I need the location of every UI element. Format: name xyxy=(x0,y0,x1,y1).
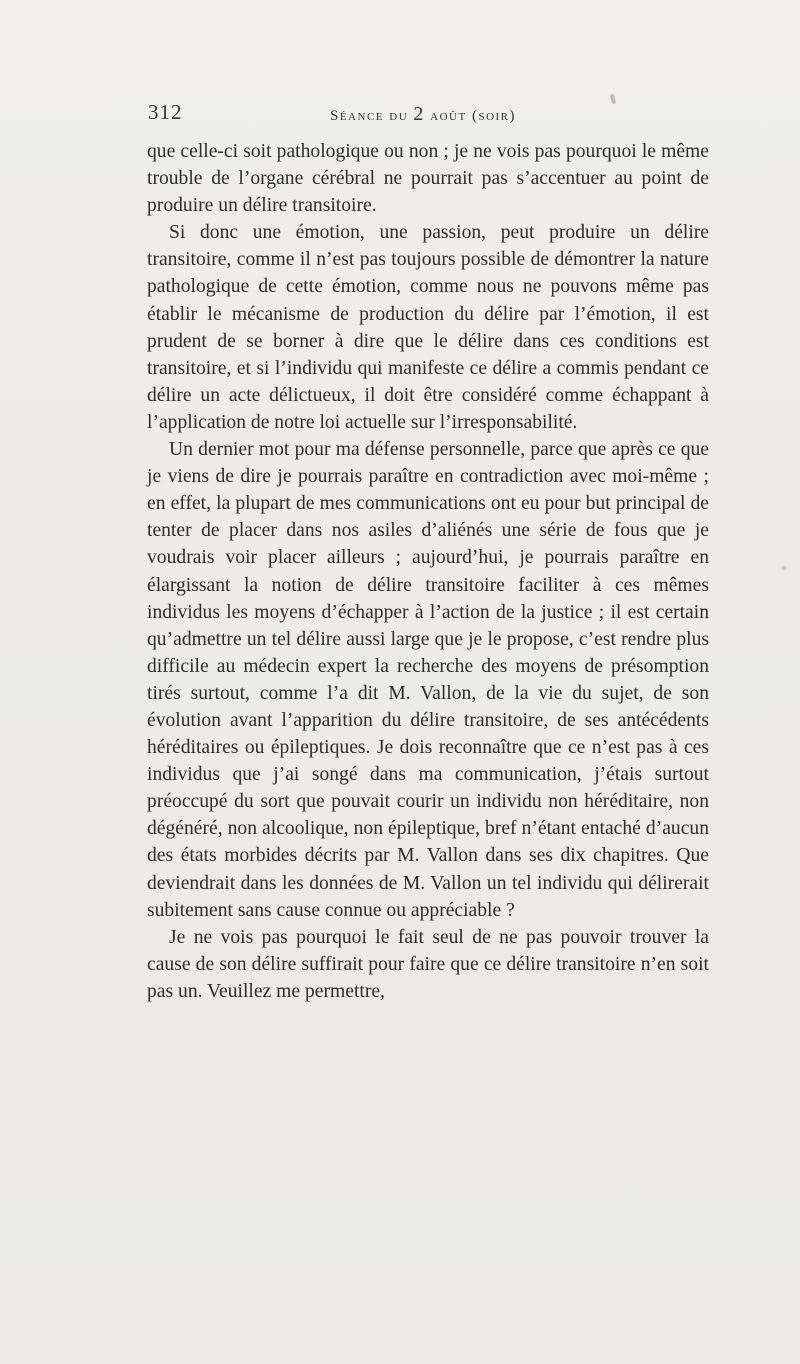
paragraph-3: Un dernier mot pour ma défense personnelle, parce que après ce que je viens de dire je pourrais paraître en contradiction avec moi-même ; en effet, la plupart de mes communications ont eu pour but principal de tenter de placer dans nos asiles d’aliénés une série de fous que je voudrais voir placer ailleurs ; aujourd’hui, je pourrais paraître en élargissant la notion de délire transitoire faciliter à ces mêmes individus les moyens d’échapper à l’action de la justice ; il est certain qu’admettre un tel délire aussi large que je le propose, c’est rendre plus difficile au médecin expert la recherche des moyens de présomption tirés surtout, comme l’a dit M. Vallon, de la vie du sujet, de son évolution avant l’apparition du délire transitoire, de ses antécédents héréditaires ou épileptiques. Je dois reconnaître que ce n’est pas à ces individus que j’ai songé dans ma communication, j’étais surtout préoccupé du sort que pouvait courir un individu non héréditaire, non dégénéré, non alcoolique, non épileptique, bref n’étant entaché d’aucun des états morbides décrits par M. Vallon dans ses dix chapitres. Que deviendrait dans les données de M. Vallon un tel individu qui délirerait subitement sans cause connue ou appréciable ? xyxy=(147,439,709,921)
paragraph-4: Je ne vois pas pourquoi le fait seul de ne pas pouvoir trouver la cause de son délire suffirait pour faire que ce délire transitoire n’en soit pas un. Veuillez me permettre, xyxy=(147,926,709,1002)
paragraph-2: Si donc une émotion, une passion, peut produire un délire transitoire, comme il n’est pas toujours possible de démontrer la nature pathologique de cette émotion, comme nous ne pouvons même pas établir le mécanisme de production du délire par l’émotion, il est prudent de se borner à dire que le délire dans ces conditions est transitoire, et si l’individu qui manifeste ce délire a commis pendant ce délire un acte délictueux, il doit être considéré comme échappant à l’application de notre loi actuelle sur l’irresponsabilité. xyxy=(147,222,709,433)
running-head-suffix: août (soir) xyxy=(430,108,517,124)
running-head-number: 2 xyxy=(413,103,425,125)
running-head-prefix: Séance du xyxy=(330,108,409,124)
page-number: 312 xyxy=(148,100,183,124)
page-header xyxy=(148,100,708,125)
paragraph-1: que celle-ci soit pathologique ou non ; je ne vois pas pourquoi le même trouble de l’organe cérébral ne pourrait pas s’accentuer au point de produire un délire transitoire. xyxy=(147,141,709,217)
body-text xyxy=(147,138,709,1005)
running-head xyxy=(330,103,516,126)
paper-speck xyxy=(782,566,786,570)
